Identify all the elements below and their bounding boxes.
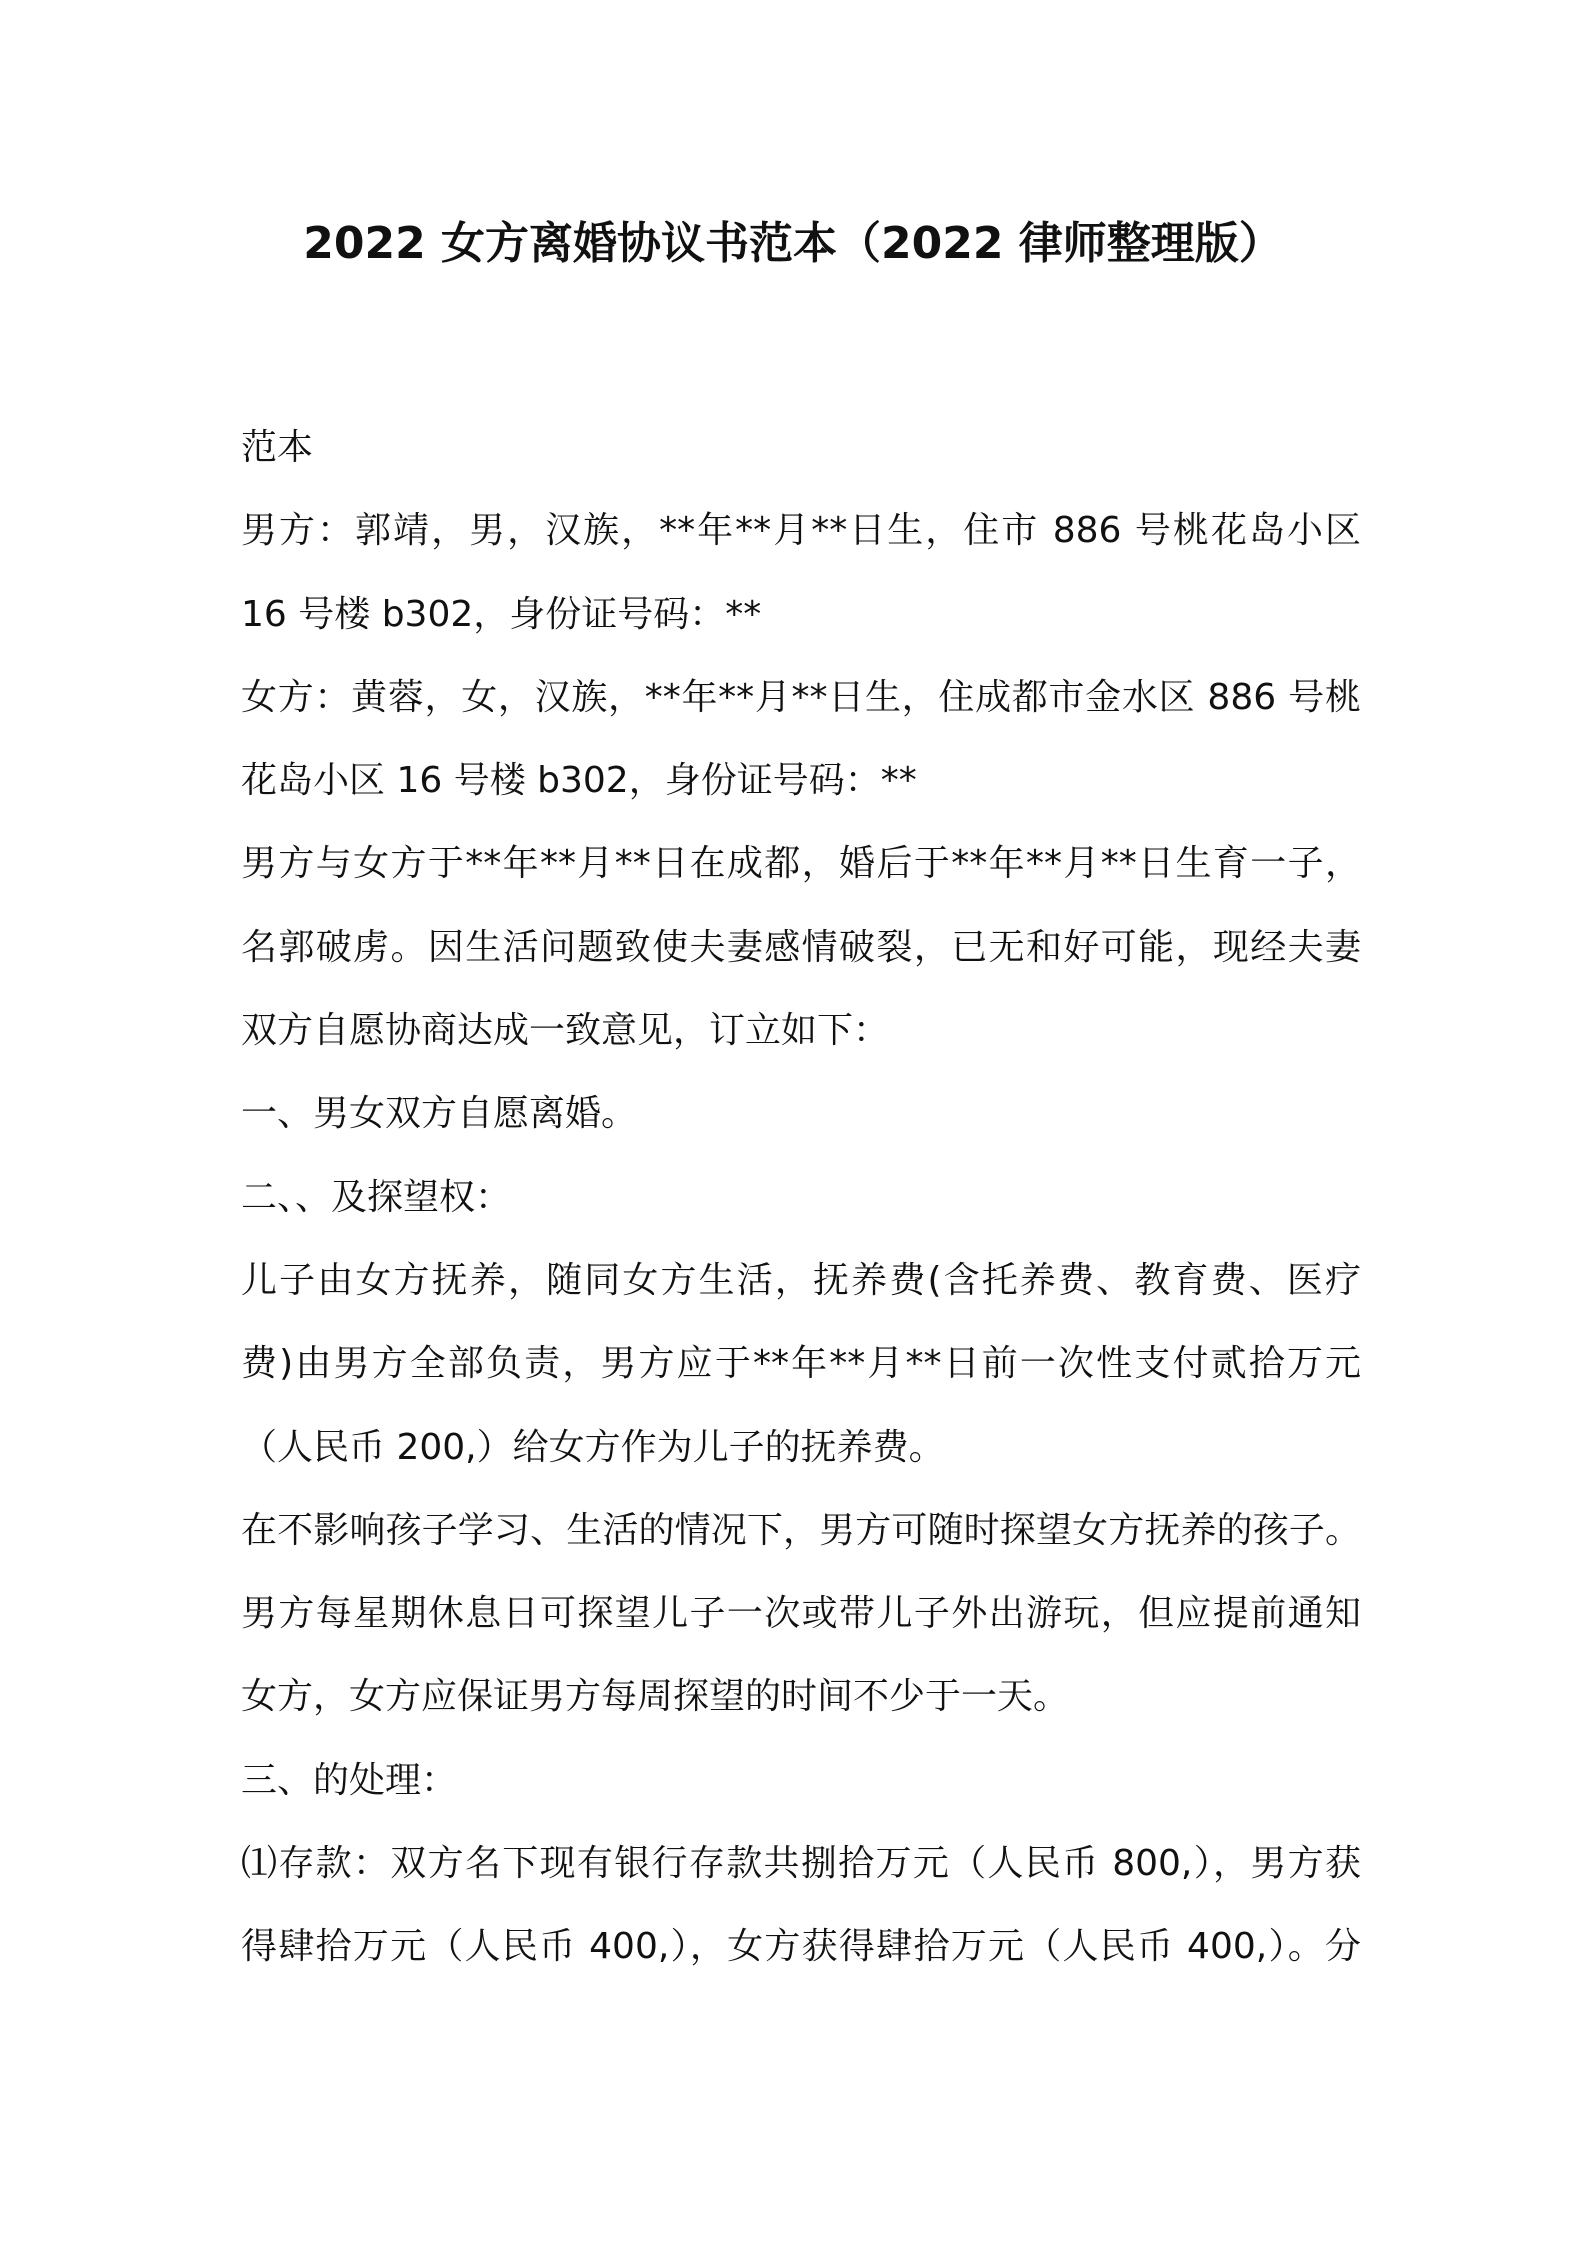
paragraph-line: 16 号楼 b302，身份证号码：** (241, 593, 762, 635)
paragraph-line: （人民币 200,）给女方作为儿子的抚养费。 (241, 1426, 945, 1468)
paragraph-line: 儿子由女方抚养，随同女方生活，抚养费(含托养费、教育费、医疗 (241, 1259, 1361, 1301)
document-body (241, 406, 1361, 1989)
paragraph-line: 男方与女方于**年**月**日在成都，婚后于**年**月**日生育一子， (241, 843, 1361, 885)
paragraph-line: 在不影响孩子学习、生活的情况下，男方可随时探望女方抚养的孩子。 (241, 1509, 1361, 1551)
paragraph-line: 女方，女方应保证男方每周探望的时间不少于一天。 (241, 1676, 1070, 1718)
paragraph-line: 范本 (241, 427, 314, 468)
paragraph-line: 得肆拾万元（人民币 400,），女方获得肆拾万元（人民币 400,）。分 (241, 1926, 1361, 1968)
document-title: 2022 女方离婚协议书范本（2022 律师整理版） (303, 218, 1283, 269)
paragraph-line: 双方自愿协商达成一致意见，订立如下： (241, 1010, 890, 1052)
paragraph-line: 花岛小区 16 号楼 b302，身份证号码：** (241, 760, 917, 802)
paragraph-line: 男方每星期休息日可探望儿子一次或带儿子外出游玩，但应提前通知 (241, 1593, 1361, 1635)
paragraph-line: 三、的处理： (241, 1759, 458, 1801)
paragraph-line: 名郭破虏。因生活问题致使夫妻感情破裂，已无和好可能，现经夫妻 (241, 926, 1361, 968)
paragraph-line: 一、男女双方自愿离婚。 (241, 1093, 638, 1135)
paragraph-line: 女方：黄蓉，女，汉族，**年**月**日生，住成都市金水区 886 号桃 (241, 676, 1361, 718)
paragraph-line: ⑴存款：双方名下现有银行存款共捌拾万元（人民币 800,），男方获 (241, 1843, 1361, 1885)
paragraph-line: 费)由男方全部负责，男方应于**年**月**日前一次性支付贰拾万元 (241, 1343, 1361, 1385)
paragraph-line: 男方：郭靖，男，汉族，**年**月**日生，住市 886 号桃花岛小区 (241, 510, 1361, 552)
paragraph-line: 二、、及探望权： (241, 1176, 512, 1218)
